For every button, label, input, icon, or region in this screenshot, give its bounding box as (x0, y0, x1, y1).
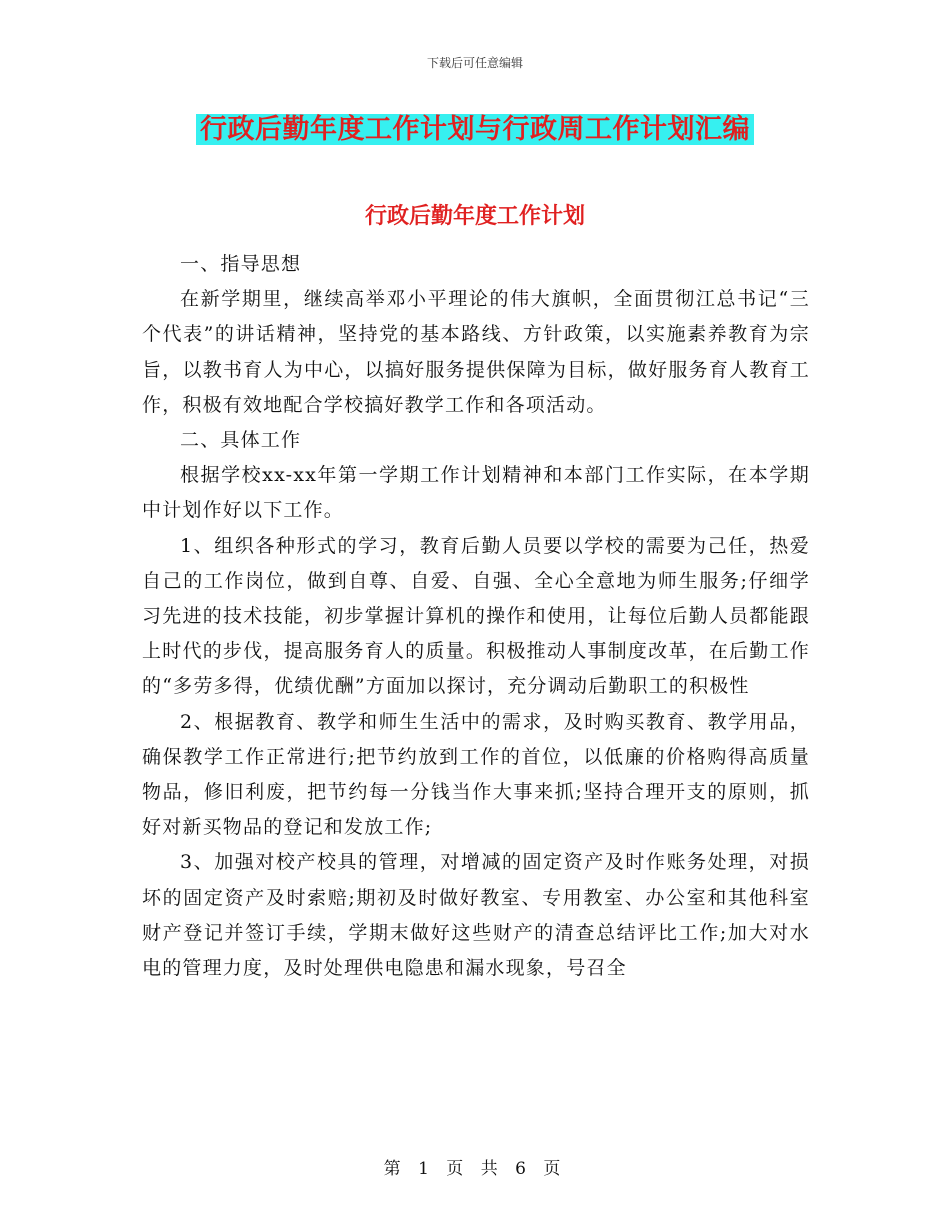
header-note: 下载后可任意编辑 (426, 56, 523, 70)
paragraph: 在新学期里，继续高举邓小平理论的伟大旗帜，全面贯彻江总书记“三个代表”的讲话精神，坚持党的基本路线、方针政策，以实施素养教育为宗旨，以教书育人为中心，以搞好服务提供保障为目标，做好服务育人教育工作，积极有效地配合学校搞好教学工作和各项活动。 (142, 288, 810, 416)
paragraph: 3、加强对校产校具的管理，对增减的固定资产及时作账务处理，对损坏的固定资产及时索赔;期初及时做好教室、专用教室、办公室和其他科室财产登记并签订手续，学期末做好这些财产的清查总结评比工作;加大对水电的管理力度，及时处理供电隐患和漏水现象，号召全 (142, 851, 810, 980)
document-title-text: 行政后勤年度工作计划与行政周工作计划汇编 (196, 114, 754, 145)
paragraph: 2、根据教育、教学和师生生活中的需求，及时购买教育、教学用品，确保教学工作正常进行;把节约放到工作的首位，以低廉的价格购得高质量物品，修旧利废，把节约每一分钱当作大事来抓;坚持合理开支的原则，抓好对新买物品的登记和发放工作; (142, 710, 810, 839)
page-number: 第 1 页 共 6 页 (383, 1159, 567, 1179)
heading-guiding-thought: 一、指导思想 (180, 253, 302, 275)
paragraph: 1、组织各种形式的学习，教育后勤人员要以学校的需要为己任，热爱自己的工作岗位，做到自尊、自爱、自强、全心全意地为师生服务;仔细学习先进的技术技能，初步掌握计算机的操作和使用，让每位后勤人员都能跟上时代的步伐，提高服务育人的质量。积极推动人事制度改革，在后勤工作的“多劳多得，优绩优酬”方面加以探讨，充分调动后勤职工的积极性 (142, 534, 810, 698)
heading-specific-work: 二、具体工作 (180, 429, 302, 452)
section-title: 行政后勤年度工作计划 (364, 203, 585, 229)
paragraph: 根据学校xx-xx年第一学期工作计划精神和本部门工作实际，在本学期中计划作好以下工作。 (142, 464, 810, 522)
document-body (142, 247, 810, 986)
document-title (0, 110, 950, 150)
